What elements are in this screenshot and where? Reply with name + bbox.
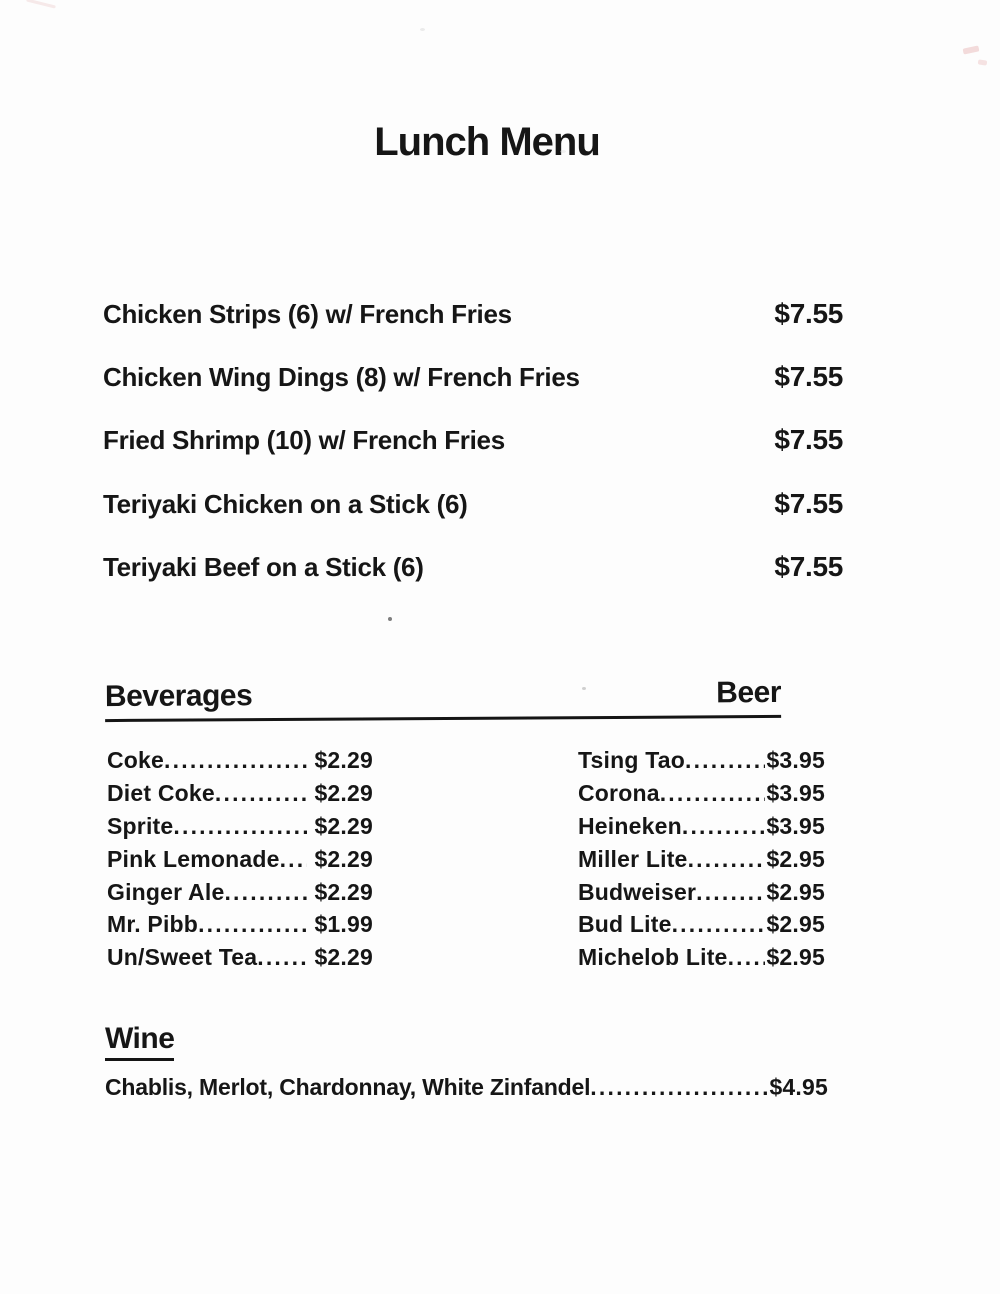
beverage-price: $2.29 [314, 878, 373, 905]
leader-dots [590, 1074, 769, 1102]
beer-row [578, 780, 825, 813]
beer-price: $2.95 [766, 944, 825, 971]
leader-dots [198, 911, 307, 939]
beer-row [578, 911, 825, 944]
beverage-price: $1.99 [314, 911, 373, 938]
beer-name: Tsing Tao [578, 747, 685, 773]
leader-dots [215, 780, 308, 808]
beer-price: $2.95 [766, 878, 825, 905]
scan-speck [560, 150, 566, 153]
scan-speck [582, 687, 586, 690]
entree-price: $7.55 [774, 361, 843, 393]
beverage-row [107, 879, 373, 912]
entree-name: Teriyaki Beef on a Stick (6) [103, 551, 424, 582]
beer-price: $3.95 [766, 779, 825, 806]
entree-price: $7.55 [774, 424, 843, 456]
leader-dots [660, 780, 766, 808]
beverage-name: Diet Coke [107, 779, 215, 806]
beverages-list [107, 747, 373, 977]
scan-speck [420, 28, 425, 31]
beer-name: Corona [578, 779, 660, 806]
entrees-section [103, 299, 843, 615]
beverage-name: Mr. Pibb [107, 911, 199, 938]
leader-dots [728, 944, 766, 972]
leader-dots [257, 944, 307, 972]
beverage-name: Un/Sweet Tea [107, 944, 258, 971]
entree-row [103, 425, 843, 488]
beverage-name: Ginger Ale [107, 878, 225, 905]
beverage-row [107, 944, 373, 977]
scan-artifact-pink [963, 45, 980, 54]
scan-speck [388, 617, 392, 621]
beverage-price: $2.29 [314, 845, 373, 872]
beer-name: Budweiser [578, 878, 697, 905]
beer-row [578, 879, 825, 912]
leader-dots [682, 813, 766, 841]
entree-price: $7.55 [774, 298, 843, 329]
beverage-name: Sprite [107, 812, 174, 839]
entree-name: Chicken Wing Dings (8) w/ French Fries [103, 362, 580, 393]
entree-name: Chicken Strips (6) w/ French Fries [103, 299, 512, 329]
page-title: Lunch Menu [374, 120, 600, 164]
beer-name: Bud Lite [578, 911, 672, 938]
beer-name: Miller Lite [578, 845, 688, 872]
beverages-heading: Beverages [104, 679, 253, 714]
beer-list [578, 747, 825, 977]
entree-row [103, 489, 843, 552]
leader-dots [672, 911, 766, 939]
leader-dots [696, 879, 765, 907]
beverage-row [107, 747, 373, 780]
entree-row [103, 299, 843, 362]
wine-price: $4.95 [769, 1074, 828, 1100]
leader-dots [688, 846, 766, 874]
beverage-row [107, 846, 373, 879]
beverage-price: $2.29 [314, 944, 373, 971]
beverage-price: $2.29 [314, 812, 373, 839]
leader-dots [164, 747, 307, 775]
beverage-name: Pink Lemonade [107, 845, 280, 872]
scan-artifact-pink [978, 59, 988, 65]
beverage-row [107, 780, 373, 813]
beverage-price: $2.29 [314, 747, 373, 773]
entree-row [103, 362, 843, 425]
entree-row [103, 552, 843, 615]
beverage-name: Coke [107, 747, 165, 773]
wine-name: Chablis, Merlot, Chardonnay, White Zinfandel [105, 1074, 591, 1100]
beer-row [578, 944, 825, 977]
wine-list [105, 1074, 828, 1107]
beer-name: Michelob Lite [578, 944, 728, 971]
entree-price: $7.55 [774, 550, 843, 582]
leader-dots [685, 747, 765, 775]
wine-section [105, 1023, 174, 1061]
beer-heading: Beer [716, 675, 782, 710]
beverage-row [107, 911, 373, 944]
beverages-beer-header [105, 677, 781, 722]
beer-price: $3.95 [766, 747, 825, 773]
leader-dots [280, 846, 308, 874]
beer-row [578, 846, 825, 879]
beer-row [578, 747, 825, 780]
beer-price: $3.95 [766, 812, 825, 839]
scan-artifact-pink [26, 0, 56, 9]
wine-heading: Wine [105, 1023, 174, 1061]
beer-row [578, 813, 825, 846]
wine-row [105, 1074, 828, 1107]
beverage-price: $2.29 [314, 779, 373, 806]
beverage-row [107, 813, 373, 846]
beer-price: $2.95 [766, 911, 825, 938]
leader-dots [173, 813, 307, 841]
beer-price: $2.95 [766, 845, 825, 872]
entree-price: $7.55 [774, 487, 843, 519]
entree-name: Teriyaki Chicken on a Stick (6) [103, 488, 468, 519]
entree-name: Fried Shrimp (10) w/ French Fries [103, 425, 505, 456]
leader-dots [224, 879, 307, 907]
beer-name: Heineken [578, 812, 682, 839]
